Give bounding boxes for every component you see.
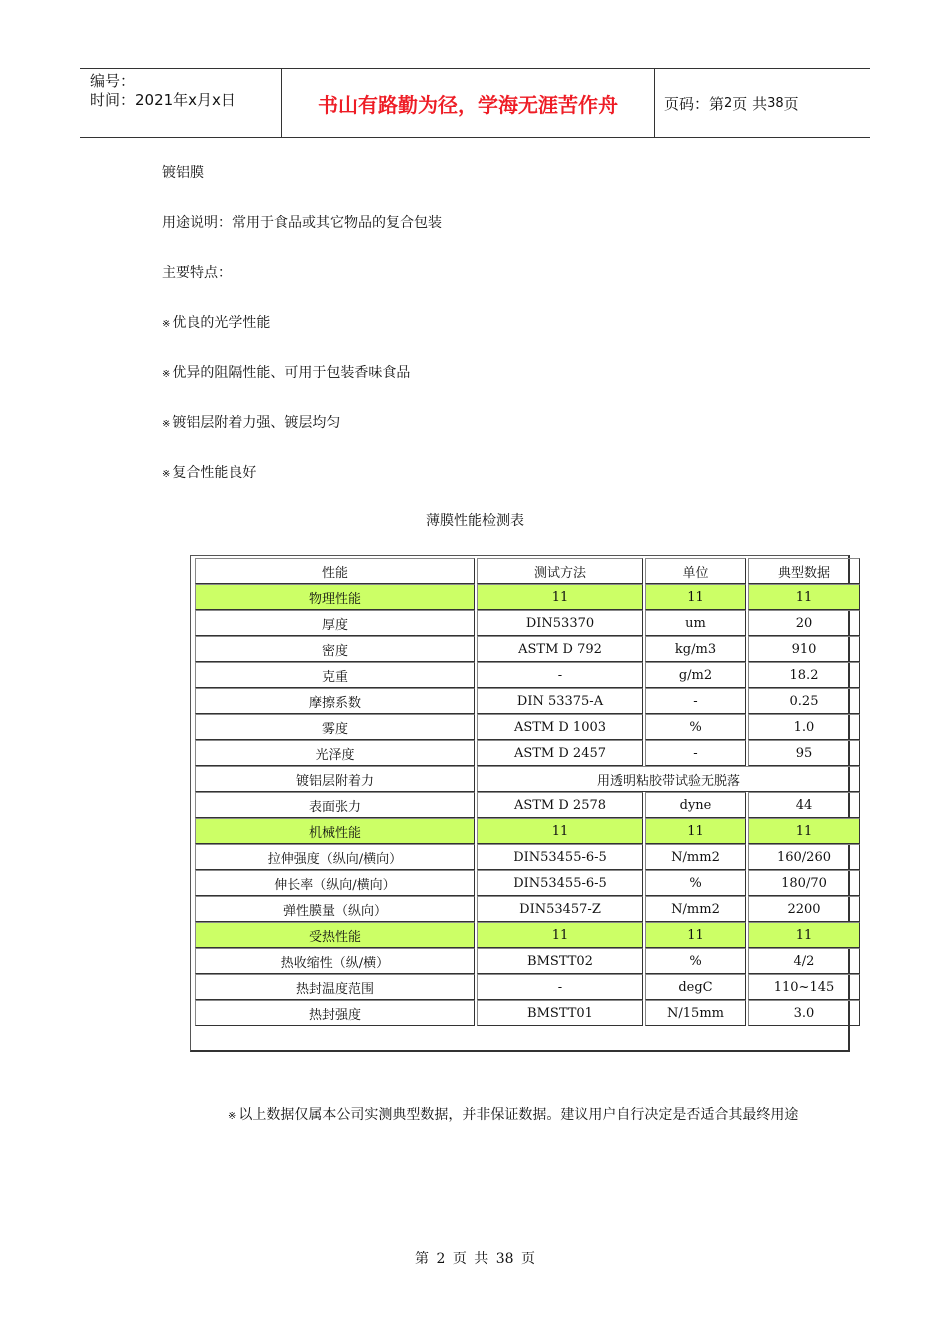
table-cell: 物理性能: [195, 584, 475, 610]
feature-item: ※ 优异的阻隔性能、可用于包装香味食品: [162, 365, 411, 381]
table-cell: 11: [748, 922, 860, 948]
table-row: [195, 688, 860, 714]
table-row: [195, 818, 860, 844]
page-mid: 页 共: [732, 94, 768, 113]
table-cell: um: [645, 610, 746, 636]
table-cell: -: [477, 974, 643, 1000]
table-cell: %: [645, 714, 746, 740]
table-cell: BMSTT02: [477, 948, 643, 974]
table-cell: %: [645, 870, 746, 896]
table-title: 薄膜性能检测表: [426, 513, 524, 529]
table-cell: 伸长率（纵向/横向）: [195, 870, 475, 896]
table-cell: 11: [645, 818, 746, 844]
table-cell: %: [645, 948, 746, 974]
table-row: [195, 870, 860, 896]
table-cell: 44: [748, 792, 860, 818]
table-cell: 11: [748, 584, 860, 610]
table-cell: 4/2: [748, 948, 860, 974]
table-row: [195, 636, 860, 662]
table-cell: 2200: [748, 896, 860, 922]
table-cell: 11: [477, 818, 643, 844]
table-cell: 11: [477, 584, 643, 610]
table-cell: 机械性能: [195, 818, 475, 844]
table-cell: 0.25: [748, 688, 860, 714]
table-cell: 910: [748, 636, 860, 662]
table-cell: 表面张力: [195, 792, 475, 818]
table-cell: ASTM D 2457: [477, 740, 643, 766]
table-cell: -: [645, 740, 746, 766]
table-cell: 镀铝层附着力: [195, 766, 475, 792]
page-footer: 第 2 页 共 38 页: [414, 1251, 535, 1267]
table-cell: 摩擦系数: [195, 688, 475, 714]
table-cell: N/mm2: [645, 844, 746, 870]
table-row: [195, 1000, 860, 1026]
page-header: [80, 68, 870, 138]
table-cell: 热收缩性（纵/横）: [195, 948, 475, 974]
bullet-icon: ※: [162, 369, 171, 380]
table-cell: 弹性膜量（纵向）: [195, 896, 475, 922]
table-row: [195, 922, 860, 948]
table-cell: ASTM D 1003: [477, 714, 643, 740]
table-row: [195, 740, 860, 766]
bullet-icon: ※: [162, 469, 171, 480]
column-header: 测试方法: [477, 558, 643, 584]
column-header: 性能: [195, 558, 475, 584]
table-row: [195, 974, 860, 1000]
header-page-info: [664, 69, 870, 137]
table-cell: DIN 53375-A: [477, 688, 643, 714]
table-cell: 11: [748, 818, 860, 844]
table-cell: -: [645, 688, 746, 714]
bullet-icon: ※: [162, 319, 171, 330]
table-cell: ASTM D 792: [477, 636, 643, 662]
table-cell: N/mm2: [645, 896, 746, 922]
header-motto: 书山有路勤为径，学海无涯苦作舟: [281, 69, 655, 137]
page-prefix: 页码：第: [664, 94, 725, 113]
table-row: [195, 662, 860, 688]
table-cell: 11: [477, 922, 643, 948]
table-cell: 20: [748, 610, 860, 636]
table-row: [195, 896, 860, 922]
table-cell: dyne: [645, 792, 746, 818]
table-row: [195, 714, 860, 740]
table-row: [195, 766, 860, 792]
table-cell: 11: [645, 584, 746, 610]
table-row: [195, 844, 860, 870]
table-cell: degC: [645, 974, 746, 1000]
footer-page-number: 2: [436, 1251, 446, 1267]
table-cell: -: [477, 662, 643, 688]
table-cell: kg/m3: [645, 636, 746, 662]
page-number: 2: [724, 95, 733, 111]
column-header: 典型数据: [748, 558, 860, 584]
table-cell: 18.2: [748, 662, 860, 688]
table-cell: 克重: [195, 662, 475, 688]
table-cell: DIN53455-6-5: [477, 870, 643, 896]
feature-item: ※ 优良的光学性能: [162, 315, 271, 331]
date-label: 时间：2021年x月x日: [90, 91, 236, 109]
usage-text: 用途说明：常用于食品或其它物品的复合包装: [162, 215, 442, 231]
table-cell: 11: [645, 922, 746, 948]
table-cell: DIN53455-6-5: [477, 844, 643, 870]
table-cell: 密度: [195, 636, 475, 662]
table-header-row: [195, 558, 860, 584]
table-cell: 110~145: [748, 974, 860, 1000]
number-label: 编号：: [90, 72, 136, 90]
column-header: 单位: [645, 558, 746, 584]
property-table: [190, 555, 850, 1052]
table-cell: g/m2: [645, 662, 746, 688]
page-total: 38: [767, 95, 784, 111]
table-cell: 雾度: [195, 714, 475, 740]
table-cell: ASTM D 2578: [477, 792, 643, 818]
table-cell: 3.0: [748, 1000, 860, 1026]
disclaimer-note: ※ 以上数据仅属本公司实测典型数据，并非保证数据。建议用户自行决定是否适合其最终用途: [228, 1107, 799, 1123]
footer-page-total: 38: [495, 1251, 514, 1267]
bullet-icon: ※: [228, 1111, 237, 1122]
table-cell: 180/70: [748, 870, 860, 896]
table-cell: DIN53370: [477, 610, 643, 636]
table-cell: DIN53457-Z: [477, 896, 643, 922]
table-row: [195, 792, 860, 818]
feature-item: ※ 复合性能良好: [162, 465, 257, 481]
product-name: 镀铝膜: [162, 165, 204, 181]
table-cell: N/15mm: [645, 1000, 746, 1026]
table-cell: 1.0: [748, 714, 860, 740]
page-suffix: 页: [783, 94, 799, 113]
table-row: [195, 948, 860, 974]
table-cell: 拉伸强度（纵向/横向）: [195, 844, 475, 870]
table-cell: 160/260: [748, 844, 860, 870]
table-row: [195, 584, 860, 610]
table-cell: 厚度: [195, 610, 475, 636]
table-cell: 热封温度范围: [195, 974, 475, 1000]
feature-item: ※ 镀铝层附着力强、镀层均匀: [162, 415, 341, 431]
table-cell: 95: [748, 740, 860, 766]
table-cell: 用透明粘胶带试验无脱落: [477, 766, 860, 792]
table-cell: 受热性能: [195, 922, 475, 948]
table-row: [195, 610, 860, 636]
header-meta: [80, 69, 280, 137]
table-cell: BMSTT01: [477, 1000, 643, 1026]
table-cell: 光泽度: [195, 740, 475, 766]
features-title: 主要特点：: [162, 265, 232, 281]
bullet-icon: ※: [162, 419, 171, 430]
table-cell: 热封强度: [195, 1000, 475, 1026]
